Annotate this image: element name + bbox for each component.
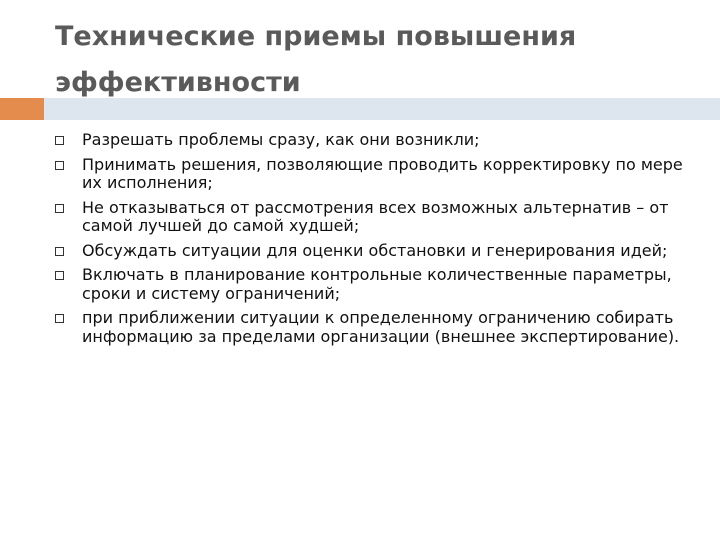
bullet-item: [55, 266, 695, 303]
slide-title: [55, 14, 675, 106]
square-outline-icon: [55, 271, 64, 280]
slide-title-line-2: эффективности: [55, 67, 301, 98]
square-outline-icon: [55, 136, 64, 145]
square-outline-icon: [55, 161, 64, 170]
bullet-item: [55, 309, 695, 346]
bullet-item: [55, 199, 695, 236]
square-outline-icon: [55, 247, 64, 256]
accent-bar: [0, 98, 44, 120]
square-outline-icon: [55, 204, 64, 213]
bullet-text: Не отказываться от рассмотрения всех возможных альтернатив – от самой лучшей до самой худшей;: [82, 197, 669, 235]
square-outline-icon: [55, 314, 64, 323]
bullet-text: при приближении ситуации к определенному ограничению собирать информацию за пределами организации (внешнее экспертирование).: [82, 308, 680, 346]
bullet-item: [55, 131, 695, 150]
bullet-text: Принимать решения, позволяющие проводить корректировку по мере их исполнения;: [82, 154, 683, 192]
slide-title-line-1: Технические приемы повышения: [55, 21, 577, 52]
bullet-text: Обсуждать ситуации для оценки обстановки и генерирования идей;: [82, 240, 668, 260]
bullet-item: [55, 242, 695, 261]
bullet-text: Включать в планирование контрольные количественные параметры, сроки и систему ограничений;: [82, 265, 672, 303]
divider-band: [44, 98, 720, 120]
bullet-text: Разрешать проблемы сразу, как они возникли;: [82, 130, 480, 149]
bullet-list: [55, 131, 695, 352]
bullet-item: [55, 156, 695, 193]
